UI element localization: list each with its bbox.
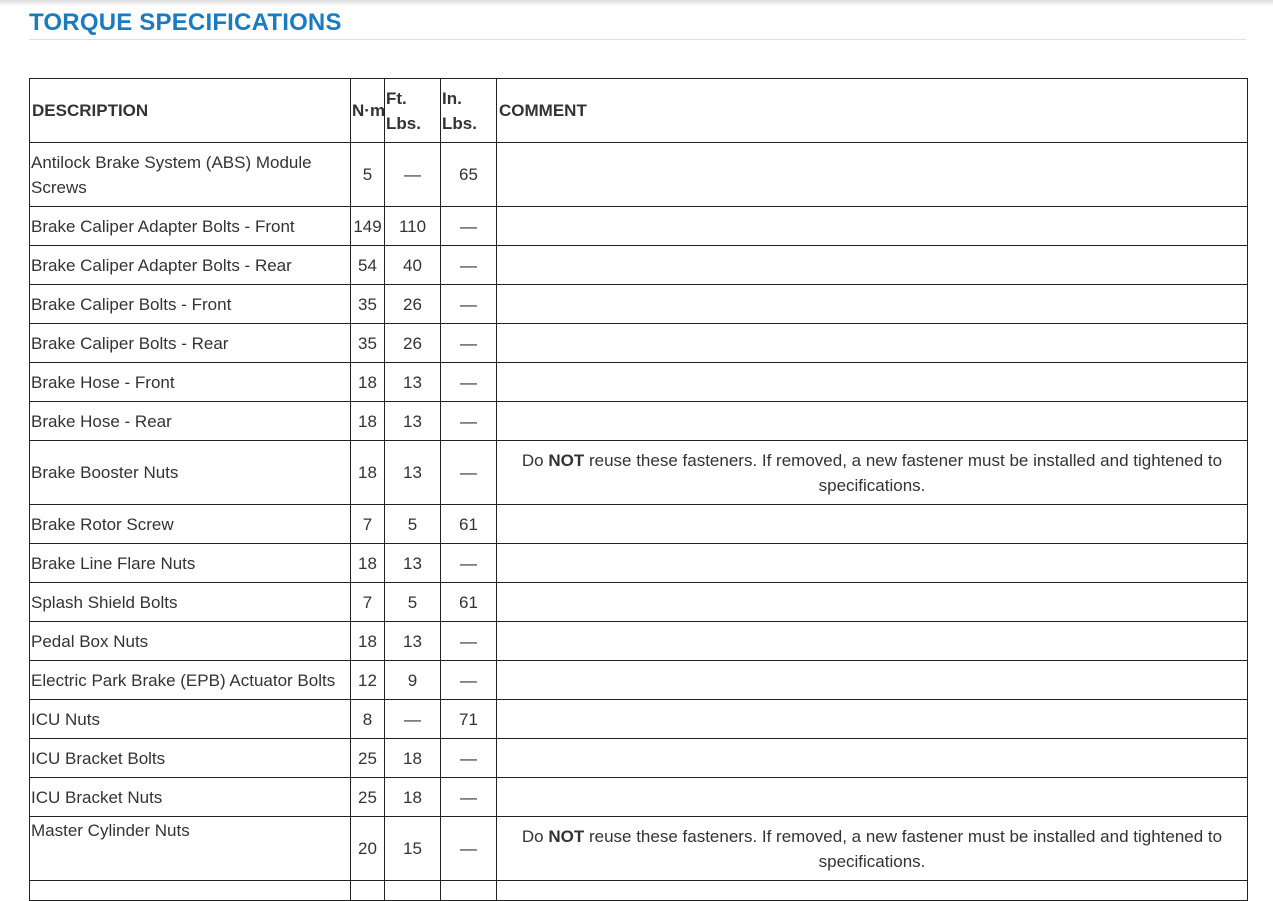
table-row [30, 402, 1248, 441]
cell-nm: 8 [351, 700, 385, 739]
table-row [30, 505, 1248, 544]
cell-in-lbs: — [441, 363, 497, 402]
cell-description: Brake Line Flare Nuts [30, 544, 351, 583]
cell-ft-lbs: 15 [385, 817, 441, 881]
cell-in-lbs: — [441, 402, 497, 441]
cell-ft-lbs: 13 [385, 622, 441, 661]
cell-nm: 18 [351, 441, 385, 505]
cell-nm: 25 [351, 778, 385, 817]
cell-ft-lbs: 13 [385, 402, 441, 441]
table-row [30, 778, 1248, 817]
cell-comment [497, 505, 1248, 544]
cell-comment [497, 207, 1248, 246]
cell-comment [497, 324, 1248, 363]
cell-ft-lbs: — [385, 143, 441, 207]
cell-in-lbs: 61 [441, 505, 497, 544]
cell-nm: 18 [351, 544, 385, 583]
cell-nm: 18 [351, 402, 385, 441]
header-comment: COMMENT [497, 79, 1248, 143]
cell-in-lbs: — [441, 817, 497, 881]
cell-partial [351, 881, 385, 901]
cell-nm: 7 [351, 505, 385, 544]
cell-description: Brake Caliper Adapter Bolts - Rear [30, 246, 351, 285]
cell-comment [497, 402, 1248, 441]
cell-description: ICU Bracket Nuts [30, 778, 351, 817]
cell-ft-lbs: — [385, 700, 441, 739]
cell-description: Electric Park Brake (EPB) Actuator Bolts [30, 661, 351, 700]
cell-description: Splash Shield Bolts [30, 583, 351, 622]
table-row [30, 324, 1248, 363]
header-in-lbs: In. Lbs. [441, 79, 497, 143]
cell-description: Pedal Box Nuts [30, 622, 351, 661]
cell-ft-lbs: 13 [385, 363, 441, 402]
cell-comment [497, 246, 1248, 285]
comment-emphasis: NOT [548, 826, 585, 846]
cell-description: ICU Bracket Bolts [30, 739, 351, 778]
cell-ft-lbs: 9 [385, 661, 441, 700]
title-divider [29, 39, 1246, 40]
cell-description: Antilock Brake System (ABS) Module Screws [30, 143, 351, 207]
table-row [30, 622, 1248, 661]
table-body [30, 143, 1248, 901]
cell-ft-lbs: 110 [385, 207, 441, 246]
header-description: DESCRIPTION [30, 79, 351, 143]
cell-comment [497, 622, 1248, 661]
cell-description: Brake Rotor Screw [30, 505, 351, 544]
comment-emphasis: NOT [548, 450, 585, 470]
cell-comment [497, 661, 1248, 700]
cell-description: Master Cylinder Nuts [30, 817, 351, 881]
table-header-row [30, 79, 1248, 143]
cell-ft-lbs: 5 [385, 583, 441, 622]
cell-description: Brake Hose - Front [30, 363, 351, 402]
table-row [30, 739, 1248, 778]
cell-comment: Do NOT reuse these fasteners. If removed, a new fastener must be installed and tightened to specifications. [497, 817, 1248, 881]
torque-spec-table [29, 78, 1248, 901]
cell-nm: 25 [351, 739, 385, 778]
cell-in-lbs: — [441, 739, 497, 778]
top-shadow [0, 0, 1273, 6]
cell-comment [497, 363, 1248, 402]
cell-in-lbs: — [441, 441, 497, 505]
cell-comment [497, 778, 1248, 817]
cell-nm: 35 [351, 285, 385, 324]
cell-ft-lbs: 13 [385, 544, 441, 583]
cell-nm: 20 [351, 817, 385, 881]
header-ft-lbs: Ft. Lbs. [385, 79, 441, 143]
cell-comment: Do NOT reuse these fasteners. If removed, a new fastener must be installed and tightened to specifications. [497, 441, 1248, 505]
cell-description: Brake Caliper Adapter Bolts - Front [30, 207, 351, 246]
cell-in-lbs: — [441, 324, 497, 363]
cell-ft-lbs: 26 [385, 285, 441, 324]
cell-in-lbs: 61 [441, 583, 497, 622]
cell-nm: 54 [351, 246, 385, 285]
table-row [30, 363, 1248, 402]
cell-description: Brake Caliper Bolts - Rear [30, 324, 351, 363]
cell-comment [497, 285, 1248, 324]
cell-nm: 18 [351, 363, 385, 402]
table-row-partial [30, 881, 1248, 901]
cell-partial [441, 881, 497, 901]
table-row [30, 285, 1248, 324]
cell-in-lbs: — [441, 207, 497, 246]
cell-nm: 18 [351, 622, 385, 661]
cell-comment [497, 544, 1248, 583]
table-row [30, 207, 1248, 246]
cell-description: ICU Nuts [30, 700, 351, 739]
cell-comment [497, 700, 1248, 739]
table-row [30, 583, 1248, 622]
cell-in-lbs: — [441, 661, 497, 700]
cell-in-lbs: — [441, 778, 497, 817]
table-row [30, 700, 1248, 739]
cell-nm: 12 [351, 661, 385, 700]
cell-in-lbs: 71 [441, 700, 497, 739]
cell-in-lbs: — [441, 285, 497, 324]
cell-partial [385, 881, 441, 901]
cell-comment [497, 739, 1248, 778]
cell-partial [30, 881, 351, 901]
cell-nm: 7 [351, 583, 385, 622]
cell-ft-lbs: 13 [385, 441, 441, 505]
cell-in-lbs: — [441, 544, 497, 583]
cell-ft-lbs: 40 [385, 246, 441, 285]
cell-partial [497, 881, 1248, 901]
table-row [30, 661, 1248, 700]
cell-in-lbs: — [441, 246, 497, 285]
cell-comment [497, 143, 1248, 207]
cell-ft-lbs: 26 [385, 324, 441, 363]
cell-ft-lbs: 5 [385, 505, 441, 544]
cell-in-lbs: 65 [441, 143, 497, 207]
cell-in-lbs: — [441, 622, 497, 661]
cell-ft-lbs: 18 [385, 739, 441, 778]
cell-nm: 149 [351, 207, 385, 246]
table-row [30, 544, 1248, 583]
cell-nm: 5 [351, 143, 385, 207]
table-row [30, 817, 1248, 881]
header-nm: N·m [351, 79, 385, 143]
cell-description: Brake Caliper Bolts - Front [30, 285, 351, 324]
table-row [30, 441, 1248, 505]
page-title: TORQUE SPECIFICATIONS [29, 9, 342, 36]
cell-description: Brake Booster Nuts [30, 441, 351, 505]
cell-ft-lbs: 18 [385, 778, 441, 817]
table-row [30, 143, 1248, 207]
table-row [30, 246, 1248, 285]
cell-nm: 35 [351, 324, 385, 363]
cell-comment [497, 583, 1248, 622]
cell-description: Brake Hose - Rear [30, 402, 351, 441]
